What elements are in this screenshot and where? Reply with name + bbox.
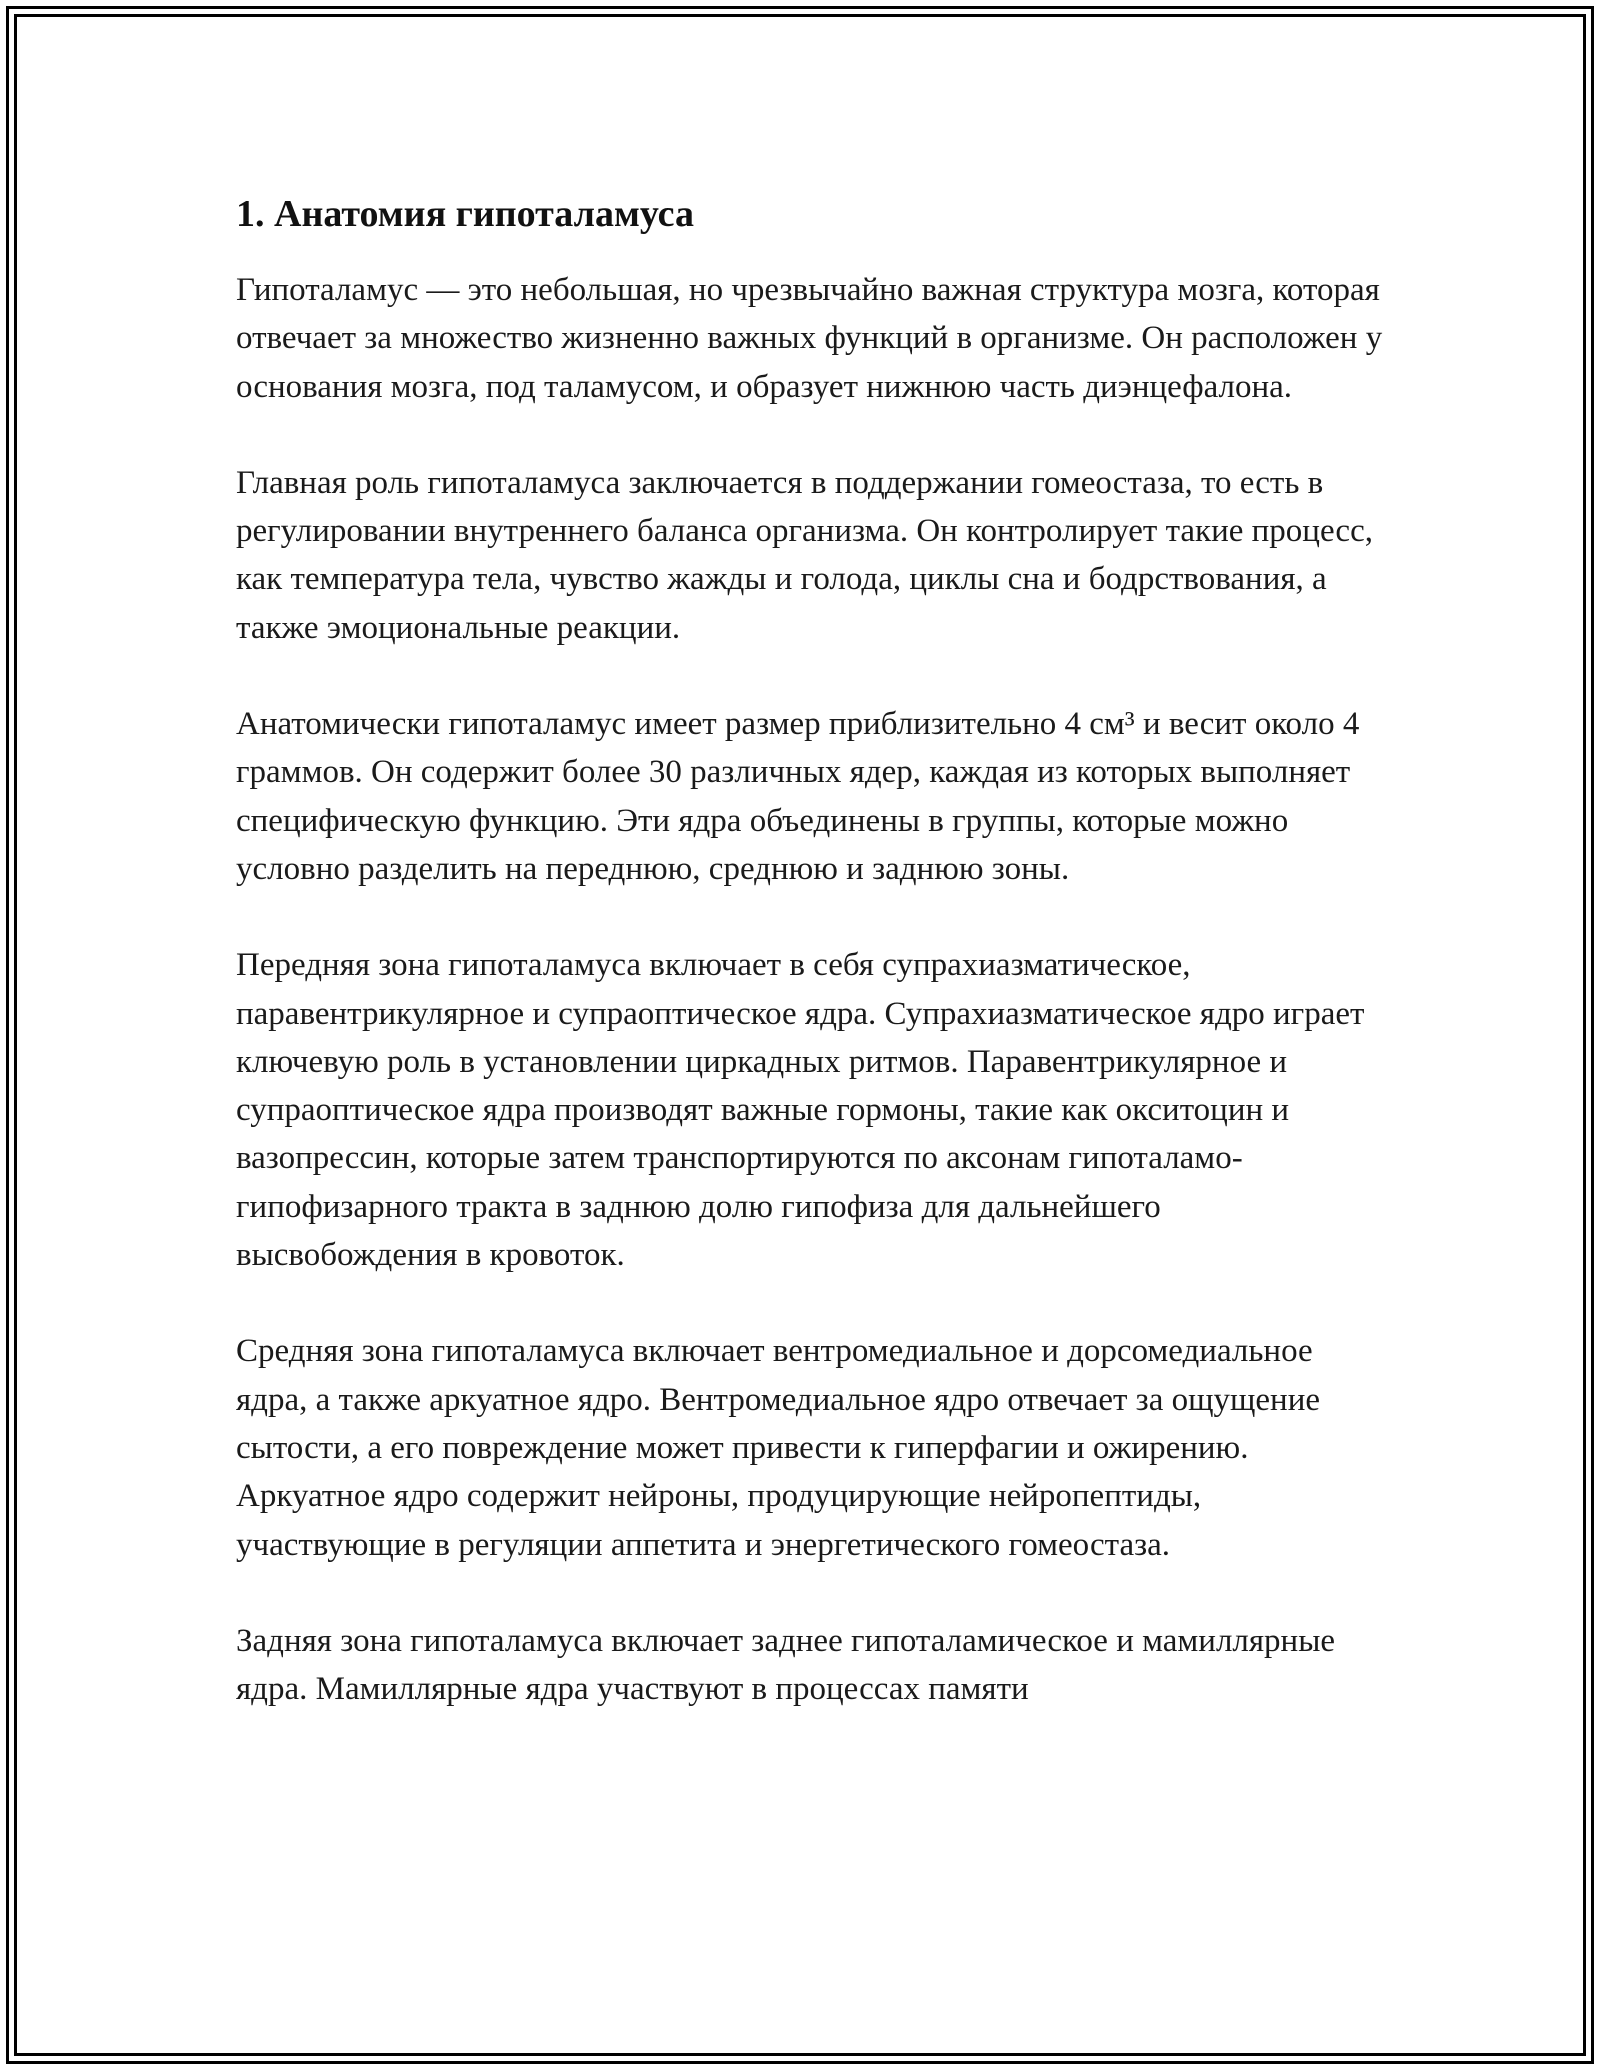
paragraph-middle-zone: Средняя зона гипоталамуса включает вентромедиальное и дорсомедиальное ядра, а также аркуатное ядро. Вентромедиальное ядро отвечает за ощущение сытости, а его повреждение может привести к гиперфагии и ожирению. Аркуатное ядро содержит нейроны, продуцирующие нейропептиды, участвующие в регуляции аппетита и энергетического гомеостаза. (236, 1333, 1321, 1563)
paragraph-anatomy: Анатомически гипоталамус имеет размер приблизительно 4 см³ и весит около 4 граммов. Он содержит более 30 различных ядер, каждая из которых выполняет специфическую функцию. Эти ядра объединены в группы, которые можно условно разделить на переднюю, среднюю и заднюю зоны. (236, 706, 1360, 887)
document-body (236, 186, 1386, 1761)
paragraph-posterior-zone: Задняя зона гипоталамуса включает заднее гипоталамическое и мамиллярные ядра. Мамиллярные ядра участвуют в процессах памяти (236, 1622, 1336, 1708)
paragraph-intro: Гипоталамус — это небольшая, но чрезвычайно важная структура мозга, которая отвечает за множество жизненно важных функций в организме. Он расположен у основания мозга, под таламусом, и образует нижнюю часть диэнцефалона. (236, 272, 1383, 405)
section-heading: 1. Анатомия гипоталамуса (236, 193, 695, 235)
paragraph-homeostasis: Главная роль гипоталамуса заключается в поддержании гомеостаза, то есть в регулировании внутреннего баланса организма. Он контролирует такие процесс, как температура тела, чувство жажды и голода, циклы сна и бодрствования, а также эмоциональные реакции. (236, 464, 1373, 646)
paragraph-anterior-zone: Передняя зона гипоталамуса включает в себя супрахиазматическое, паравентрикулярное и супраоптическое ядра. Супрахиазматическое ядро играет ключевую роль в установлении циркадных ритмов. Паравентрикулярное и супраоптическое ядра производят важные гормоны, такие как окситоцин и вазопрессин, которые затем транспортируются по аксонам гипоталамо-гипофизарного тракта в заднюю долю гипофиза для дальнейшего высвобождения в кровоток. (236, 947, 1365, 1274)
